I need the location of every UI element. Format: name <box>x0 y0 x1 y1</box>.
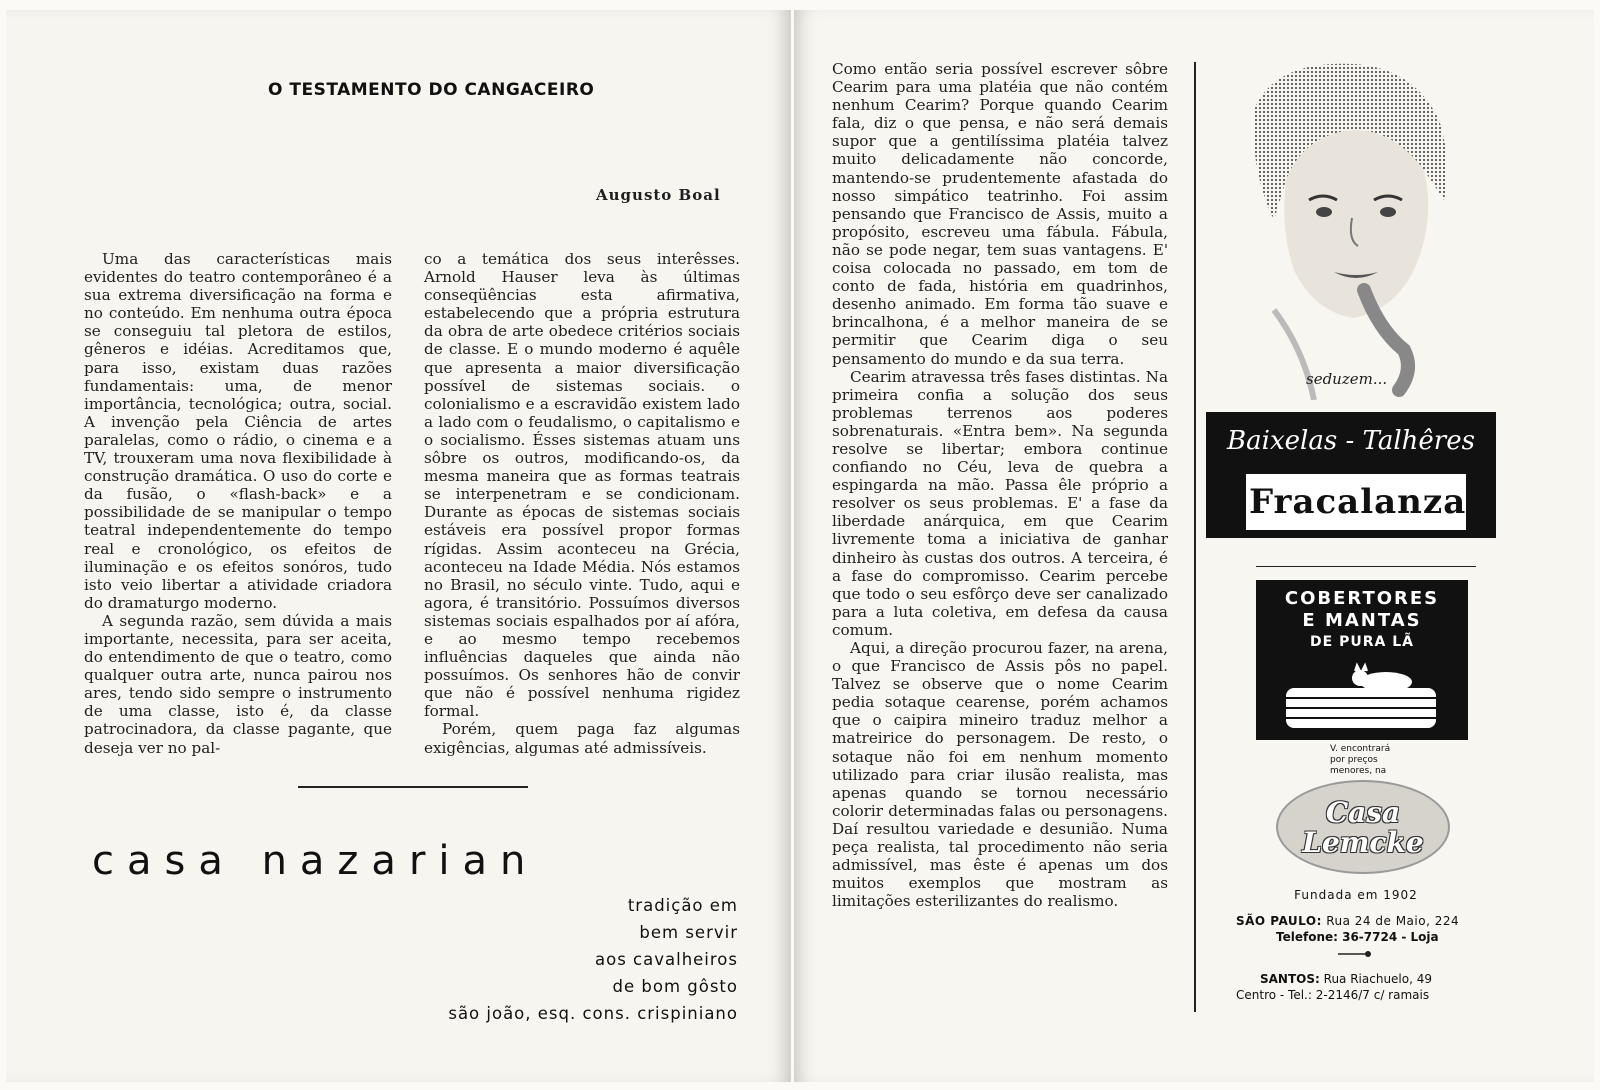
paragraph: Aqui, a direção procurou fazer, na arena, o que Francisco de Assis pôs no papel. Talvez se observe que o nome Cearim pedia sotaque cearense, porém achamos que o caipira mineiro traduz melhor a matreirice do personagem. De resto, o sotaque não foi em nenhum momento utilizado para criar ilusão realista, mas apenas quando se tornou necessário colorir determinadas falas ou personagens. Daí resultou variedade e desunião. Numa peça realista, tal procedimento não seria admissível, mas êste é apenas um dos muitos exemplos que mostram as limitações esterilizantes do realismo. <box>832 639 1168 911</box>
small-line: menores, na <box>1330 766 1387 776</box>
address-text: Rua Riachuelo, 49 <box>1323 972 1433 986</box>
ad-fracalanza-logo-box <box>1246 474 1466 530</box>
address-label: SÃO PAULO: <box>1236 914 1322 928</box>
left-page <box>6 10 791 1082</box>
slogan-line: tradição em <box>627 896 738 915</box>
ad-divider <box>1256 566 1476 567</box>
article-author: Augusto Boal <box>596 186 721 204</box>
paragraph: co a temática dos seus interêsses. Arnold Hauser leva às últimas conseqüências esta afirmativa, estabelecendo que a própria estrutura da obra de arte obedece critérios sociais de classe. E o mundo moderno é aquêle que apresenta a maior diversificação possível de sistemas sociais. o colonialismo e a escravidão existem lado a lado com o feudalismo, o capitalismo e o socialismo. Ésses sistemas atuam uns sôbre os outros, modificando-os, da mesma maneira que as formas teatrais se interpenetram e se condicionam. Durante as épocas de sistemas sociais estáveis era possível propor formas rígidas. Assim aconteceu na Grécia, aconteceu na Idade Média. Nós estamos no Brasil, no século vinte. Tudo, aqui e agora, é transitório. Possuímos diversos sistemas sociais espalhados por aí afóra, e ao mesmo tempo recebemos influências daqueles que ainda não possuímos. Os senhores hão de convir que não é possível nenhuma rigidez formal. <box>424 250 740 721</box>
slogan-line: bem servir <box>639 923 738 942</box>
ad-lemcke-line1: COBERTORES <box>1284 588 1440 609</box>
ad-lemcke-black-panel <box>1256 580 1468 740</box>
slogan-line: aos cavalheiros <box>595 950 738 969</box>
ad-fracalanza-brand: Fracalanza <box>1249 482 1467 522</box>
slogan-line: são joão, esq. cons. crispiniano <box>448 1004 738 1023</box>
left-column-2 <box>424 250 740 757</box>
ad-lemcke-line2: E MANTAS <box>1302 610 1422 631</box>
ad-portrait <box>1214 50 1474 400</box>
ad-lemcke-phone2: Centro - Tel.: 2-2146/7 c/ ramais <box>1236 988 1430 1002</box>
small-line: por preços <box>1330 755 1378 765</box>
paragraph: Cearim atravessa três fases distintas. Na primeira confia a solução dos seus problemas terrenos aos poderes sobrenaturais. «Entra bem». Na segunda resolve se libertar; embora continue confiando no Céu, leva de quebra a espingarda na mão. Passa êle próprio a resolver os seus problemas. E' a fase da liberdade anárquica, em que Cearim livremente toma a iniciativa de ganhar dinheiro às custas dos outros. A terceira, é a fase do compromisso. Cearim percebe que todo o seu esfôrço deve ser canalizado para a luta coletiva, em defesa da causa comum. <box>832 367 1168 639</box>
paragraph: A segunda razão, sem dúvida a mais importante, necessita, para ser aceita, do entendimento de que o teatro, como qualquer outra arte, nunca pairou nos ares, tendo sido sempre o instrumento de uma classe, isto é, da classe patrocinadora, da classe pagante, que deseja ver no pal- <box>84 611 392 757</box>
ad-casa-lemcke <box>1206 576 1506 1016</box>
ad-lemcke-small-text <box>1330 744 1390 777</box>
slogan-line: de bom gôsto <box>612 977 738 996</box>
left-column-1 <box>84 250 392 757</box>
ornament-divider-icon <box>1336 948 1376 960</box>
ad-lemcke-logo-casa: Casa <box>1325 796 1401 829</box>
ad-casa-nazarian-slogan <box>378 892 738 1027</box>
right-column <box>832 60 1168 910</box>
ad-fracalanza-line1: Baixelas - Talhêres <box>1227 426 1475 456</box>
blanket-cat-icon <box>1276 658 1448 738</box>
ad-lemcke-logo-oval <box>1276 780 1450 874</box>
ad-fracalanza <box>1206 412 1496 538</box>
ad-lemcke-phone1: Telefone: 36-7724 - Loja <box>1276 930 1439 944</box>
address-label: SANTOS: <box>1260 972 1320 986</box>
ad-lemcke-line3: DE PURA LÃ <box>1310 634 1414 650</box>
vertical-divider <box>1194 62 1196 1012</box>
paragraph: Uma das características mais evidentes do teatro contemporâneo é a sua extrema diversificação na forma e no conteúdo. Em nenhuma outra época se conseguiu tal pletora de estilos, gêneros e idéias. Acreditamos que, para isso, existam duas razões fundamentais: uma, de menor importância, tecnológica; outra, social. A invenção pela Ciência de artes paralelas, como o rádio, o cinema e a TV, trouxeram uma nova flexibilidade à construção dramática. O uso do corte e da fusão, o «flash-back» e a possibilidade de se manipular o tempo teatral independentemente do tempo real e cronológico, os efeitos de iluminação e os efeitos sonóros, tudo isto veio libertar a atividade criadora do dramaturgo moderno. <box>84 250 392 612</box>
woman-portrait-image <box>1214 50 1474 400</box>
divider <box>298 786 528 788</box>
ad-lemcke-founded: Fundada em 1902 <box>1294 888 1418 902</box>
paragraph: Como então seria possível escrever sôbre Cearim para uma platéia que não contém nenhum Cearim? Porque quando Cearim fala, diz o que pensa, e não será demais supor que a gentilíssima platéia talvez muito delicadamente não concorde, mantendo-se prudentemente afastada do nosso simpático teatrinho. Foi assim pensando que Francisco de Assis, muito a propósito, escreveu uma fábula. Fábula, não se pode negar, tem suas vantagens. E' coisa colocada no passado, em tom de conto de fada, história em quadrinhos, desenho animado. Em forma tão suave e brincalhona, é a melhor maneira de se permitir que Cearim diga o seu pensamento do mundo e da sua terra. <box>832 60 1168 368</box>
ad-lemcke-logo-lemcke: Lemcke <box>1302 826 1424 859</box>
paragraph: Porém, quem paga faz algumas exigências, algumas até admissíveis. <box>424 720 740 757</box>
ad-lemcke-address1 <box>1236 914 1459 928</box>
ad-portrait-caption: seduzem... <box>1306 370 1388 388</box>
right-page <box>794 10 1594 1082</box>
small-line: V. encontrará <box>1330 744 1391 754</box>
ad-casa-nazarian-name: casa nazarian <box>92 838 539 884</box>
address-text: Rua 24 de Maio, 224 <box>1326 914 1460 928</box>
ad-lemcke-address2 <box>1260 972 1432 986</box>
article-title: O TESTAMENTO DO CANGACEIRO <box>268 80 595 100</box>
